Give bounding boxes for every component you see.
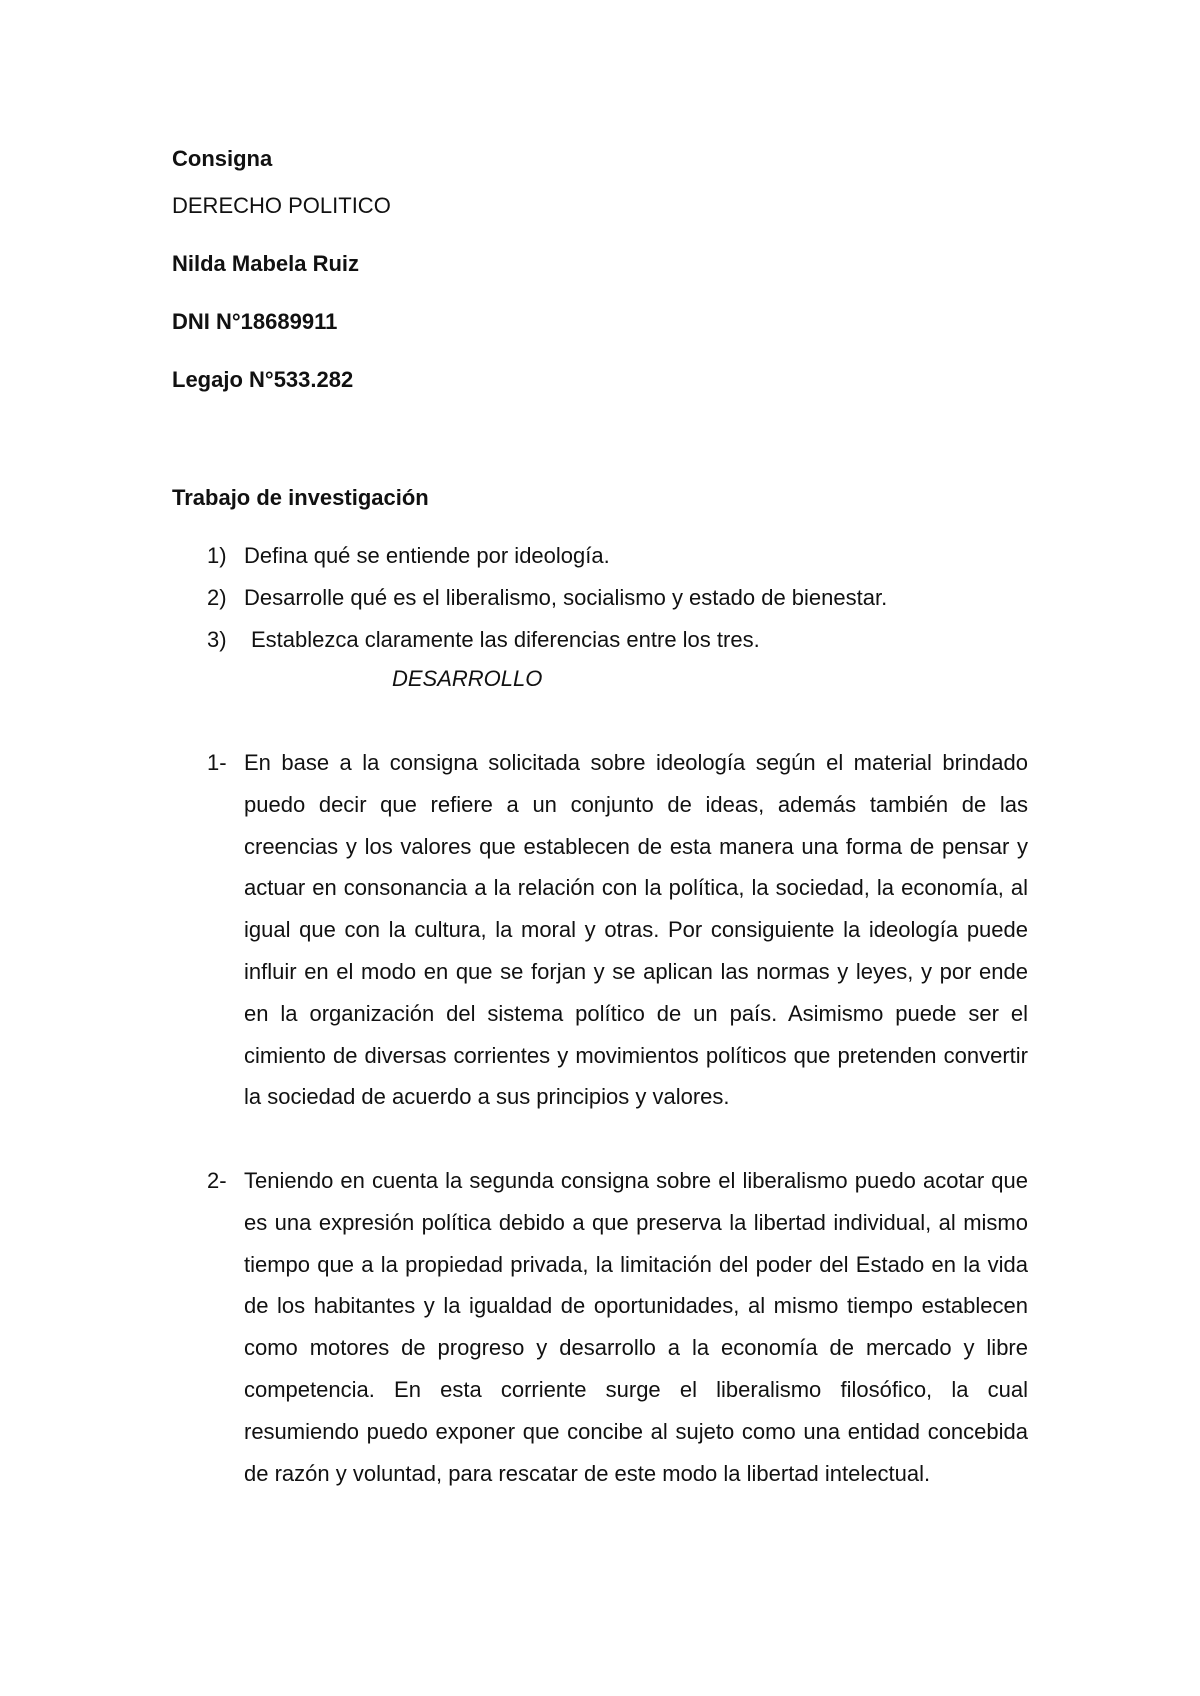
- question-text: Desarrolle qué es el liberalismo, socialismo y estado de bienestar.: [244, 585, 888, 610]
- answer-item: [207, 742, 1028, 1118]
- student-legajo: Legajo N°533.282: [172, 367, 354, 392]
- section-title-desarrollo: DESARROLLO: [392, 666, 543, 691]
- answer-text: Teniendo en cuenta la segunda consigna sobre el liberalismo puedo acotar que es una expresión política debido a que preserva la libertad individual, al mismo tiempo que a la propiedad privada, la limitación del poder del Estado en la vida de los habitantes y la igualdad de oportunidades, al mismo tiempo establecen como motores de progreso y desarrollo a la economía de mercado y libre competencia. En esta corriente surge el liberalismo filosófico, la cual resumiendo puedo exponer que concibe al sujeto como una entidad concebida de razón y voluntad, para rescatar de este modo la libertad intelectual.: [244, 1168, 1028, 1486]
- answer-number: 2-: [207, 1168, 227, 1193]
- answer-item: [207, 1160, 1028, 1494]
- question-number: 2): [207, 585, 227, 610]
- subject-title: DERECHO POLITICO: [172, 193, 391, 218]
- answer-text: En base a la consigna solicitada sobre ideología según el material brindado puedo decir que refiere a un conjunto de ideas, además también de las creencias y los valores que establecen de esta manera una forma de pensar y actuar en consonancia a la relación con la política, la sociedad, la economía, al igual que con la cultura, la moral y otras. Por consiguiente la ideología puede influir en el modo en que se forjan y se aplican las normas y leyes, y por ende en la organización del sistema político de un país. Asimismo puede ser el cimiento de diversas corrientes y movimientos políticos que pretenden convertir la sociedad de acuerdo a sus principios y valores.: [244, 750, 1028, 1110]
- section-title-trabajo: Trabajo de investigación: [172, 485, 429, 510]
- answer-number: 1-: [207, 750, 227, 775]
- heading-consigna: Consigna: [172, 146, 273, 171]
- student-dni: DNI N°18689911: [172, 309, 338, 334]
- question-number: 1): [207, 543, 227, 568]
- student-name: Nilda Mabela Ruiz: [172, 251, 360, 276]
- question-text: Defina qué se entiende por ideología.: [244, 543, 610, 568]
- question-text: Establezca claramente las diferencias entre los tres.: [251, 627, 760, 652]
- question-number: 3): [207, 627, 227, 652]
